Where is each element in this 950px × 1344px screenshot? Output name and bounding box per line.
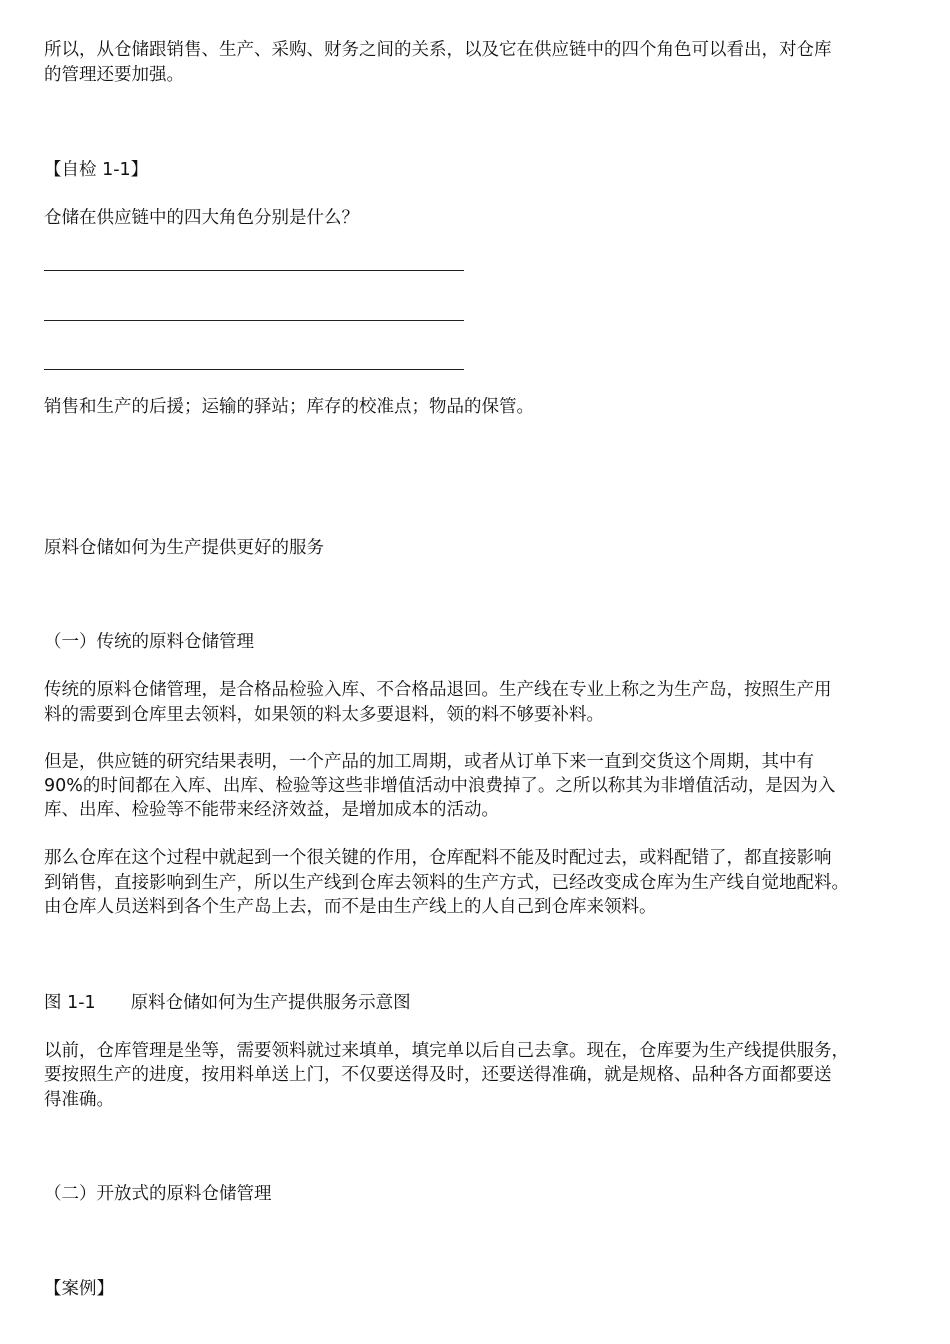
intro-line-2: 的管理还要加强。 — [44, 65, 184, 85]
paragraph-4-line-1: 以前，仓库管理是坐等，需要领料就过来填单，填完单以后自己去拿。现在，仓库要为生产线提供服务， — [44, 1041, 849, 1061]
paragraph-3-line-1: 那么仓库在这个过程中就起到一个很关键的作用，仓库配料不能及时配过去，或料配错了，都直接影响 — [44, 848, 832, 868]
answer-blank-line-2 — [44, 320, 464, 321]
paragraph-2-line-1: 但是，供应链的研究结果表明，一个产品的加工周期，或者从订单下来一直到交货这个周期，其中有 — [44, 752, 814, 772]
paragraph-1-line-1: 传统的原料仓储管理，是合格品检验入库、不合格品退回。生产线在专业上称之为生产岛，按照生产用 — [44, 680, 832, 700]
paragraph-2-line-3: 库、出库、检验等不能带来经济效益，是增加成本的活动。 — [44, 800, 499, 820]
self-check-label: 【自检 1-1】 — [44, 160, 149, 180]
self-check-answer: 销售和生产的后援；运输的驿站；库存的校准点；物品的保管。 — [44, 397, 534, 417]
section-title: 原料仓储如何为生产提供更好的服务 — [44, 538, 324, 558]
self-check-question: 仓储在供应链中的四大角色分别是什么？ — [44, 208, 359, 228]
answer-blank-line-3 — [44, 369, 464, 370]
paragraph-3-line-2: 到销售，直接影响到生产，所以生产线到仓库去领料的生产方式，已经改变成仓库为生产线自觉地配料。 — [44, 873, 849, 893]
intro-line-1: 所以，从仓储跟销售、生产、采购、财务之间的关系，以及它在供应链中的四个角色可以看出，对仓库 — [44, 40, 832, 60]
paragraph-3-line-3: 由仓库人员送料到各个生产岛上去，而不是由生产线上的人自己到仓库来领料。 — [44, 897, 657, 917]
paragraph-4-line-3: 得准确。 — [44, 1090, 114, 1110]
answer-blank-line-1 — [44, 270, 464, 271]
paragraph-2-line-2: 90%的时间都在入库、出库、检验等这些非增值活动中浪费掉了。之所以称其为非增值活动，是因为入 — [44, 776, 836, 796]
figure-caption: 图 1-1 原料仓储如何为生产提供服务示意图 — [44, 993, 411, 1013]
paragraph-1-line-2: 料的需要到仓库里去领料，如果领的料太多要退料，领的料不够要补料。 — [44, 705, 604, 725]
subsection-2-heading: （二）开放式的原料仓储管理 — [44, 1184, 272, 1204]
paragraph-4-line-2: 要按照生产的进度，按用料单送上门，不仅要送得及时，还要送得准确，就是规格、品种各方面都要送 — [44, 1065, 832, 1085]
subsection-1-heading: （一）传统的原料仓储管理 — [44, 632, 254, 652]
case-label: 【案例】 — [44, 1279, 114, 1299]
